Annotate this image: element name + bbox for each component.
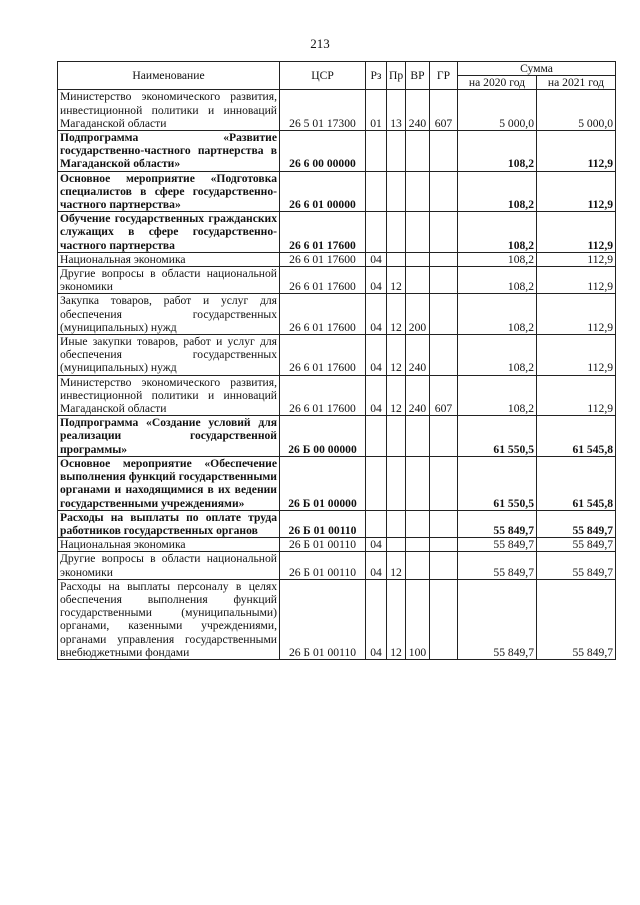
table-row bbox=[58, 267, 616, 294]
cell-2020: 108,2 bbox=[458, 171, 537, 212]
page-number: 213 bbox=[310, 36, 330, 51]
cell-gr: 607 bbox=[430, 90, 458, 131]
cell-gr bbox=[430, 510, 458, 537]
cell-gr bbox=[430, 294, 458, 335]
header-row bbox=[58, 62, 616, 76]
table-row bbox=[58, 375, 616, 416]
table-row bbox=[58, 90, 616, 131]
table-row bbox=[58, 335, 616, 376]
cell-csr: 26 6 00 00000 bbox=[280, 131, 366, 172]
table-row bbox=[58, 212, 616, 253]
cell-rz: 04 bbox=[366, 538, 387, 552]
cell-name: Иные закупки товаров, работ и услуг для обеспечения государственных (муниципальных) нужд bbox=[58, 335, 280, 376]
cell-2020: 55 849,7 bbox=[458, 538, 537, 552]
table-row bbox=[58, 416, 616, 457]
cell-vr bbox=[406, 552, 430, 579]
cell-gr bbox=[430, 538, 458, 552]
cell-pr: 12 bbox=[387, 267, 406, 294]
cell-vr bbox=[406, 456, 430, 510]
cell-gr bbox=[430, 579, 458, 659]
cell-vr bbox=[406, 171, 430, 212]
cell-name: Расходы на выплаты персоналу в целях обеспечения выполнения функций государственными (муниципальными) органами, казенными учреждениями, органами управления государственными внебюджетными фондами bbox=[58, 579, 280, 659]
header-vr: ВР bbox=[406, 62, 430, 90]
cell-2020: 55 849,7 bbox=[458, 552, 537, 579]
cell-pr bbox=[387, 538, 406, 552]
cell-2021: 112,9 bbox=[537, 267, 616, 294]
cell-2021: 5 000,0 bbox=[537, 90, 616, 131]
cell-pr: 12 bbox=[387, 579, 406, 659]
header-csr: ЦСР bbox=[280, 62, 366, 90]
cell-csr: 26 6 01 17600 bbox=[280, 335, 366, 376]
cell-csr: 26 6 01 17600 bbox=[280, 212, 366, 253]
cell-2021: 112,9 bbox=[537, 335, 616, 376]
cell-name: Основное мероприятие «Обеспечение выполнения функций государственными органами и находящимися в их ведении государственными учреждениями» bbox=[58, 456, 280, 510]
cell-csr: 26 6 01 00000 bbox=[280, 171, 366, 212]
cell-csr: 26 6 01 17600 bbox=[280, 294, 366, 335]
cell-csr: 26 6 01 17600 bbox=[280, 252, 366, 266]
cell-2021: 55 849,7 bbox=[537, 552, 616, 579]
cell-2020: 61 550,5 bbox=[458, 416, 537, 457]
cell-2020: 108,2 bbox=[458, 294, 537, 335]
table-row bbox=[58, 579, 616, 659]
header-rz: Рз bbox=[366, 62, 387, 90]
cell-2021: 112,9 bbox=[537, 212, 616, 253]
table-row bbox=[58, 131, 616, 172]
cell-pr bbox=[387, 171, 406, 212]
cell-pr: 12 bbox=[387, 375, 406, 416]
cell-vr: 240 bbox=[406, 335, 430, 376]
cell-pr: 12 bbox=[387, 294, 406, 335]
cell-csr: 26 Б 01 00110 bbox=[280, 538, 366, 552]
cell-csr: 26 Б 01 00110 bbox=[280, 552, 366, 579]
cell-vr bbox=[406, 416, 430, 457]
cell-2021: 112,9 bbox=[537, 131, 616, 172]
table-row bbox=[58, 171, 616, 212]
cell-pr: 12 bbox=[387, 335, 406, 376]
table-row bbox=[58, 552, 616, 579]
cell-name: Обучение государственных гражданских служащих в сфере государственно-частного партнерства bbox=[58, 212, 280, 253]
cell-pr bbox=[387, 456, 406, 510]
cell-rz: 04 bbox=[366, 552, 387, 579]
cell-2020: 108,2 bbox=[458, 212, 537, 253]
cell-gr bbox=[430, 456, 458, 510]
cell-rz: 04 bbox=[366, 375, 387, 416]
cell-rz bbox=[366, 456, 387, 510]
cell-vr bbox=[406, 538, 430, 552]
cell-rz bbox=[366, 416, 387, 457]
cell-2020: 55 849,7 bbox=[458, 579, 537, 659]
header-pr: Пр bbox=[387, 62, 406, 90]
cell-vr bbox=[406, 510, 430, 537]
cell-2021: 55 849,7 bbox=[537, 538, 616, 552]
cell-gr bbox=[430, 171, 458, 212]
cell-vr bbox=[406, 131, 430, 172]
cell-name: Расходы на выплаты по оплате труда работников государственных органов bbox=[58, 510, 280, 537]
cell-name: Министерство экономического развития, инвестиционной политики и инноваций Магаданской области bbox=[58, 90, 280, 131]
cell-2021: 61 545,8 bbox=[537, 416, 616, 457]
budget-table bbox=[57, 61, 616, 660]
cell-2020: 5 000,0 bbox=[458, 90, 537, 131]
cell-vr bbox=[406, 267, 430, 294]
table-row bbox=[58, 510, 616, 537]
cell-rz: 04 bbox=[366, 579, 387, 659]
table-row bbox=[58, 456, 616, 510]
cell-vr: 200 bbox=[406, 294, 430, 335]
cell-gr bbox=[430, 212, 458, 253]
cell-2020: 108,2 bbox=[458, 131, 537, 172]
cell-csr: 26 6 01 17600 bbox=[280, 267, 366, 294]
cell-vr: 240 bbox=[406, 90, 430, 131]
cell-vr bbox=[406, 212, 430, 253]
cell-rz bbox=[366, 510, 387, 537]
cell-name: Подпрограмма «Создание условий для реализации государственной программы» bbox=[58, 416, 280, 457]
cell-rz bbox=[366, 131, 387, 172]
cell-name: Другие вопросы в области национальной экономики bbox=[58, 552, 280, 579]
cell-name: Другие вопросы в области национальной экономики bbox=[58, 267, 280, 294]
cell-name: Основное мероприятие «Подготовка специалистов в сфере государственно-частного партнерства» bbox=[58, 171, 280, 212]
cell-2020: 61 550,5 bbox=[458, 456, 537, 510]
cell-2021: 112,9 bbox=[537, 375, 616, 416]
cell-pr bbox=[387, 212, 406, 253]
header-name: Наименование bbox=[58, 62, 280, 90]
cell-2020: 108,2 bbox=[458, 375, 537, 416]
cell-name: Министерство экономического развития, инвестиционной политики и инноваций Магаданской области bbox=[58, 375, 280, 416]
cell-pr bbox=[387, 252, 406, 266]
cell-2021: 112,9 bbox=[537, 252, 616, 266]
cell-csr: 26 Б 01 00110 bbox=[280, 510, 366, 537]
cell-pr bbox=[387, 510, 406, 537]
table-row bbox=[58, 294, 616, 335]
cell-gr bbox=[430, 252, 458, 266]
cell-rz: 04 bbox=[366, 267, 387, 294]
table-row bbox=[58, 538, 616, 552]
cell-vr bbox=[406, 252, 430, 266]
cell-2020: 108,2 bbox=[458, 335, 537, 376]
cell-gr bbox=[430, 131, 458, 172]
cell-gr bbox=[430, 267, 458, 294]
header-gr: ГР bbox=[430, 62, 458, 90]
cell-vr: 240 bbox=[406, 375, 430, 416]
cell-rz: 04 bbox=[366, 294, 387, 335]
cell-vr: 100 bbox=[406, 579, 430, 659]
cell-rz bbox=[366, 171, 387, 212]
cell-2021: 112,9 bbox=[537, 171, 616, 212]
cell-rz: 04 bbox=[366, 335, 387, 376]
cell-csr: 26 6 01 17600 bbox=[280, 375, 366, 416]
cell-2021: 55 849,7 bbox=[537, 579, 616, 659]
cell-csr: 26 Б 01 00110 bbox=[280, 579, 366, 659]
header-2020: на 2020 год bbox=[458, 76, 537, 90]
cell-pr bbox=[387, 416, 406, 457]
cell-2021: 61 545,8 bbox=[537, 456, 616, 510]
cell-rz: 04 bbox=[366, 252, 387, 266]
cell-csr: 26 Б 00 00000 bbox=[280, 416, 366, 457]
cell-name: Национальная экономика bbox=[58, 252, 280, 266]
cell-csr: 26 Б 01 00000 bbox=[280, 456, 366, 510]
cell-name: Закупка товаров, работ и услуг для обеспечения государственных (муниципальных) нужд bbox=[58, 294, 280, 335]
cell-csr: 26 5 01 17300 bbox=[280, 90, 366, 131]
cell-pr bbox=[387, 131, 406, 172]
cell-rz bbox=[366, 212, 387, 253]
cell-2020: 108,2 bbox=[458, 267, 537, 294]
cell-gr bbox=[430, 552, 458, 579]
cell-name: Подпрограмма «Развитие государственно-частного партнерства в Магаданской области» bbox=[58, 131, 280, 172]
cell-pr: 13 bbox=[387, 90, 406, 131]
cell-2020: 108,2 bbox=[458, 252, 537, 266]
header-sum: Сумма bbox=[458, 62, 616, 76]
cell-gr bbox=[430, 335, 458, 376]
cell-2020: 55 849,7 bbox=[458, 510, 537, 537]
cell-pr: 12 bbox=[387, 552, 406, 579]
cell-name: Национальная экономика bbox=[58, 538, 280, 552]
cell-2021: 112,9 bbox=[537, 294, 616, 335]
table-row bbox=[58, 252, 616, 266]
cell-rz: 01 bbox=[366, 90, 387, 131]
header-2021: на 2021 год bbox=[537, 76, 616, 90]
cell-gr bbox=[430, 416, 458, 457]
cell-2021: 55 849,7 bbox=[537, 510, 616, 537]
table-body bbox=[58, 90, 616, 660]
cell-gr: 607 bbox=[430, 375, 458, 416]
